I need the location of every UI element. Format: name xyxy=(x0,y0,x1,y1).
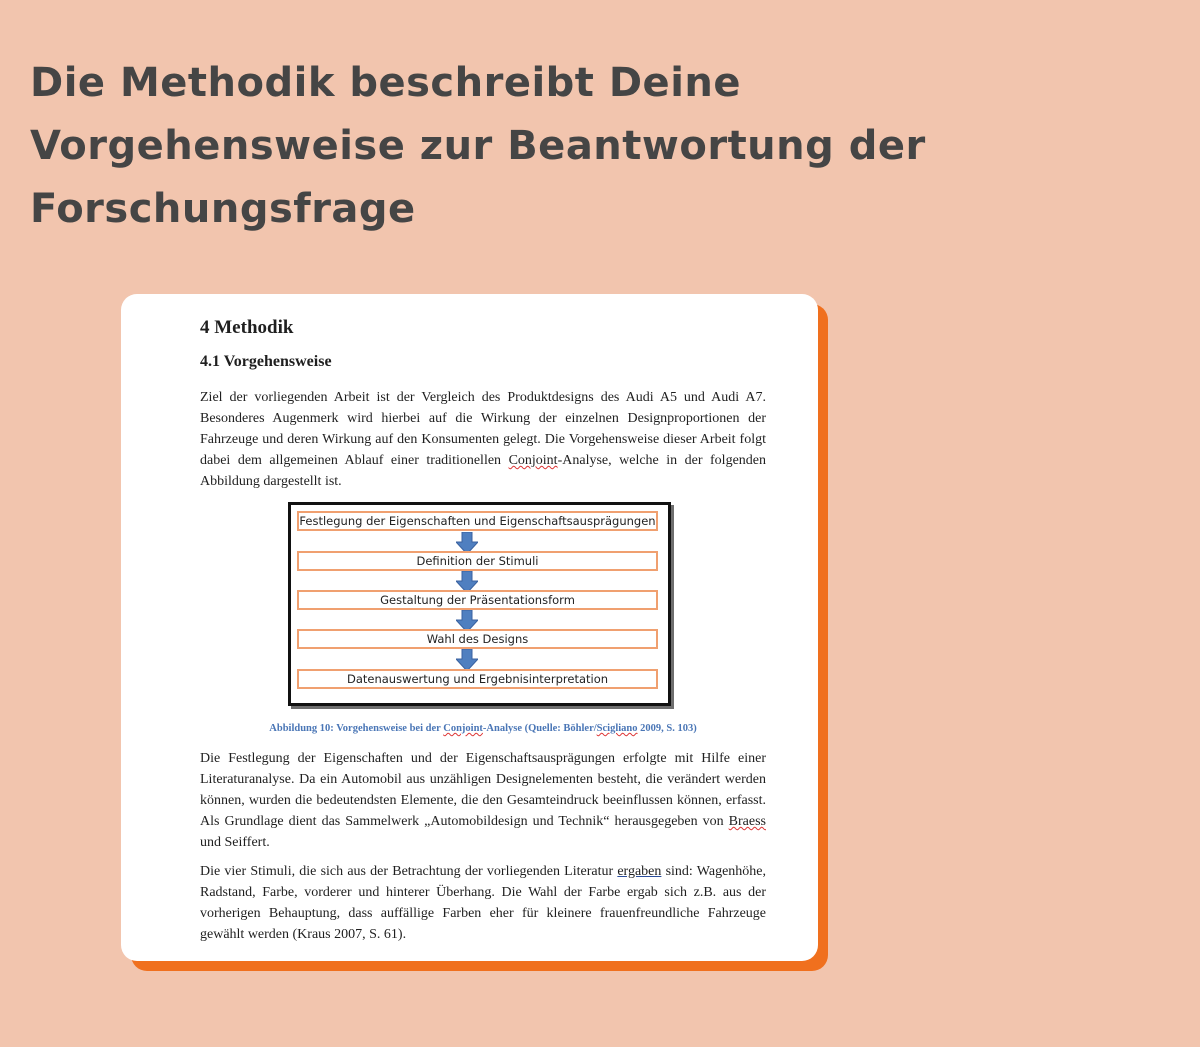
caption-spellcheck-scigliano: Scigliano xyxy=(596,723,638,734)
document-card xyxy=(121,294,818,961)
figure-caption xyxy=(200,723,766,734)
paragraph-stimuli-text-c: sind: Wagenhöhe, Radstand, Farbe, vorderer und hinterer Überhang. Die Wahl der Farbe ergab sich z.B. aus der vorherigen Behauptung, dass auffällige Farben eher für kleinere frauenfreundliche Fahrzeuge gewählt werden (Kraus 2007, S. 61). xyxy=(200,864,766,942)
headline-line-3: Forschungsfrage xyxy=(30,186,416,232)
process-step-1: Festlegung der Eigenschaften und Eigenschaftsausprägungen xyxy=(297,511,658,531)
paragraph-intro-text-c: -Analyse, welche in der folgenden Abbildung dargestellt ist. xyxy=(200,453,766,489)
paragraph-intro-text-a: Ziel der vorliegenden Arbeit ist der Vergleich des Produktdesigns des Audi A5 und Audi A7. Besonderes Augenmerk wird hierbei auf die Wirkung der einzelnen Designproportionen der Fahrzeuge und deren Wirkung auf den Konsumenten gelegt. Die Vorgehensweise dieser Arbeit folgt dabei dem allgemeinen Ablauf einer traditionellen xyxy=(200,390,766,468)
process-figure xyxy=(288,502,671,706)
spellcheck-word-conjoint: Conjoint xyxy=(508,453,558,468)
grammar-word-ergaben: ergaben xyxy=(617,864,662,879)
headline-line-1: Die Methodik beschreibt Deine xyxy=(30,60,742,106)
paragraph-stimuli-text-a: Die vier Stimuli, die sich aus der Betrachtung der vorliegenden Literatur xyxy=(200,864,618,879)
headline-line-2: Vorgehensweise zur Beantwortung der xyxy=(30,123,926,169)
caption-text-e: 2009, S. 103) xyxy=(637,723,697,734)
process-step-2: Definition der Stimuli xyxy=(297,551,658,571)
spellcheck-word-braess: Braess xyxy=(728,814,766,829)
page-headline xyxy=(30,52,1030,241)
paragraph-literature xyxy=(200,748,766,853)
paragraph-literature-text-c: und Seiffert. xyxy=(200,835,270,850)
caption-text-c: -Analyse (Quelle: Böhler/ xyxy=(482,723,597,734)
document-page xyxy=(200,316,766,953)
paragraph-intro xyxy=(200,387,766,492)
paragraph-literature-text-a: Die Festlegung der Eigenschaften und der Eigenschaftsausprägungen erfolgte mit Hilfe einer Literaturanalyse. Da ein Automobil aus unzähligen Designelementen besteht, die verändert werden können, wurden die bedeutendsten Elemente, die den Gesamteindruck beeinflussen können, erfasst. Als Grundlage dient das Sammelwerk „Automobildesign und Technik“ herausgegeben von xyxy=(200,751,766,829)
caption-text-a: Abbildung 10: Vorgehensweise bei der xyxy=(269,723,444,734)
process-step-3: Gestaltung der Präsentationsform xyxy=(297,590,658,610)
section-heading: 4 Methodik xyxy=(200,317,294,338)
paragraph-stimuli xyxy=(200,861,766,945)
caption-spellcheck-conjoint: Conjoint xyxy=(443,723,483,734)
process-step-5: Datenauswertung und Ergebnisinterpretation xyxy=(297,669,658,689)
subsection-heading: 4.1 Vorgehensweise xyxy=(200,353,332,370)
arrow-down-icon xyxy=(456,649,478,671)
process-step-4: Wahl des Designs xyxy=(297,629,658,649)
